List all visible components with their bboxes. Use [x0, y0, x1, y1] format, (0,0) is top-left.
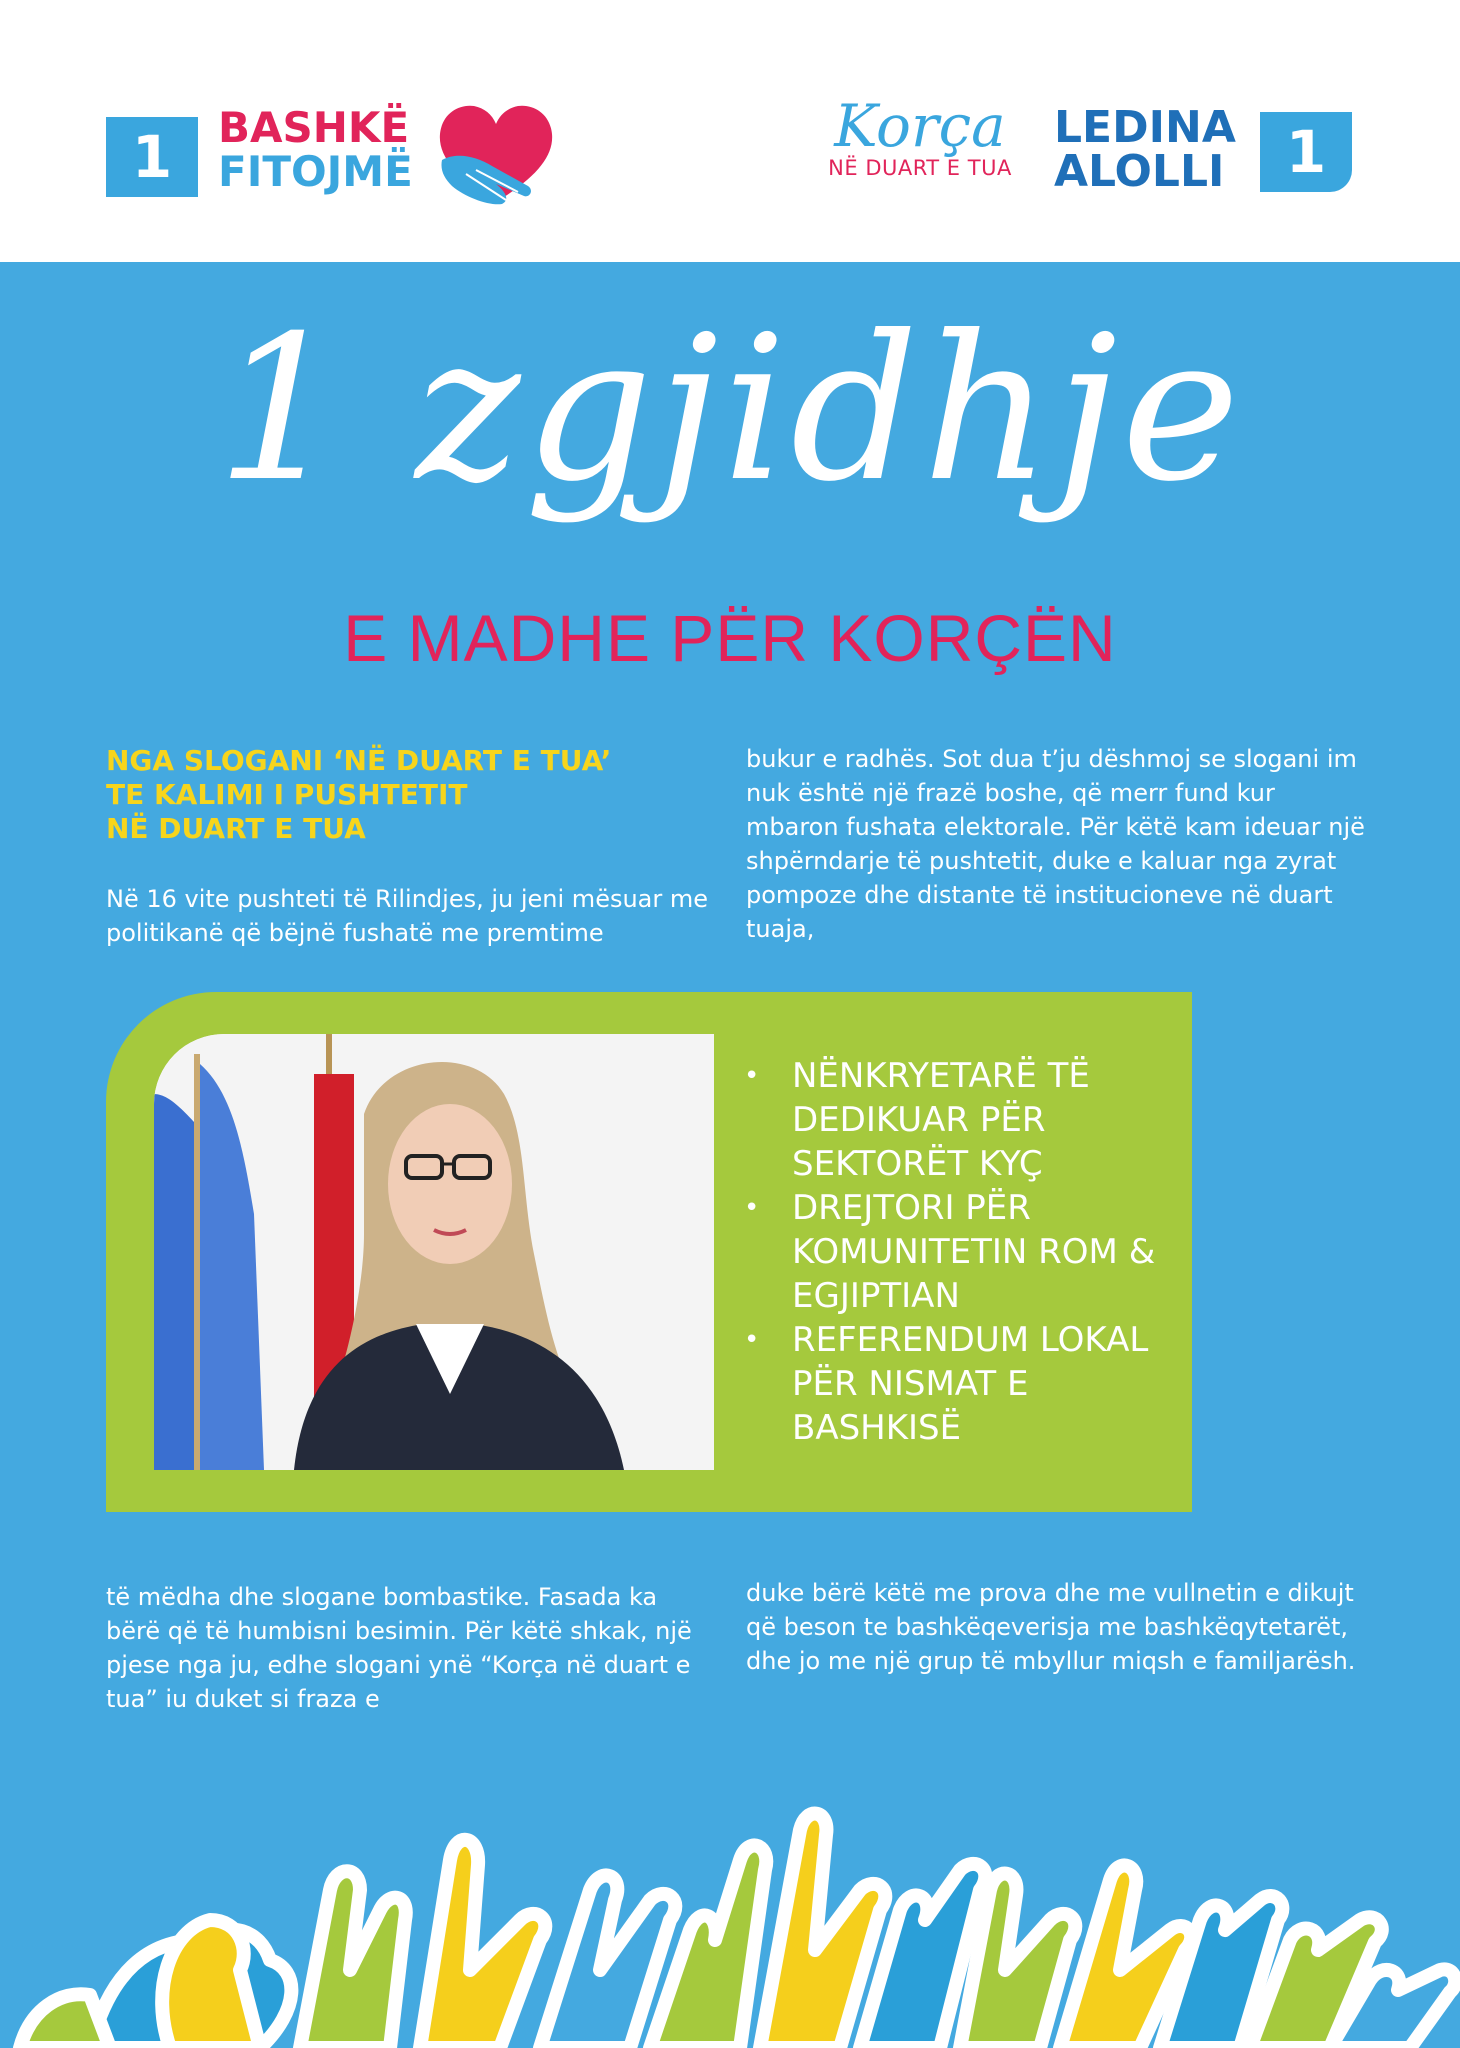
- paragraph-1: Në 16 vite pushteti të Rilindjes, ju jeni mësuar me politikanë që bëjnë fushatë me premtime: [106, 885, 709, 947]
- candidate-photo: [154, 1034, 714, 1470]
- section-heading-line2: TE KALIMI I PUSHTETIT: [106, 778, 468, 811]
- header: [0, 0, 1460, 262]
- korca-logo: [820, 92, 1020, 180]
- section-heading: [106, 744, 726, 846]
- paragraph-2: bukur e radhës. Sot dua t’ju dëshmoj se slogani im nuk është një frazë boshe, që merr fund kur mbaron fushata elektorale. Për këtë kam ideuar një shpërndarje të pushtetit, duke e kaluar nga zyrat pompoze dhe distante të institucioneve në duart tuaja,: [746, 745, 1365, 943]
- korca-script: Korça: [834, 92, 1006, 160]
- candidate-number-box: 1: [1260, 112, 1352, 192]
- korca-tagline: NË DUART E TUA: [828, 156, 1012, 180]
- page-subtitle: E MADHE PËR KORÇËN: [343, 601, 1117, 675]
- paragraph-3: të mëdha dhe slogane bombastike. Fasada ka bërë që të humbisni besimin. Për këtë shkak, një pjese nga ju, edhe slogani ynë “Korça në duart e tua” iu duket si fraza e: [106, 1583, 692, 1713]
- candidate-name: [1054, 102, 1236, 197]
- bullet-item: • DREJTORI PËR KOMUNITETIN ROM & EGJIPTIAN: [740, 1186, 1180, 1318]
- logo-number-box: 1: [106, 117, 198, 197]
- logo-line2: FITOJMË: [218, 147, 413, 196]
- candidate-portrait: [154, 1034, 714, 1470]
- bullet-item: • NËNKRYETARË TË DEDIKUAR PËR SEKTORËT KYÇ: [740, 1054, 1180, 1186]
- section-heading-line3: NË DUART E TUA: [106, 812, 366, 845]
- heart-hands-icon: [436, 100, 556, 208]
- candidate-last-name: ALOLLI: [1054, 146, 1225, 197]
- bullet-item: • REFERENDUM LOKAL PËR NISMAT E BASHKISË: [740, 1318, 1180, 1450]
- bullet-list: [740, 1054, 1180, 1450]
- section-heading-line1: NGA SLOGANI ‘NË DUART E TUA’: [106, 744, 612, 777]
- raised-hands-illustration: [0, 1770, 1460, 2048]
- logo-bashke-fitojme: [218, 103, 413, 196]
- logo-line1: BASHKË: [218, 103, 410, 152]
- paragraph-4: duke bërë këtë me prova dhe me vullnetin e dikujt që beson te bashkëqeverisja me bashkëqytetarët, dhe jo me një grup të mbyllur miqsh e familjarësh.: [746, 1579, 1356, 1675]
- candidate-first-name: LEDINA: [1054, 102, 1236, 153]
- page-title-script: 1 zgjidhje: [216, 293, 1244, 526]
